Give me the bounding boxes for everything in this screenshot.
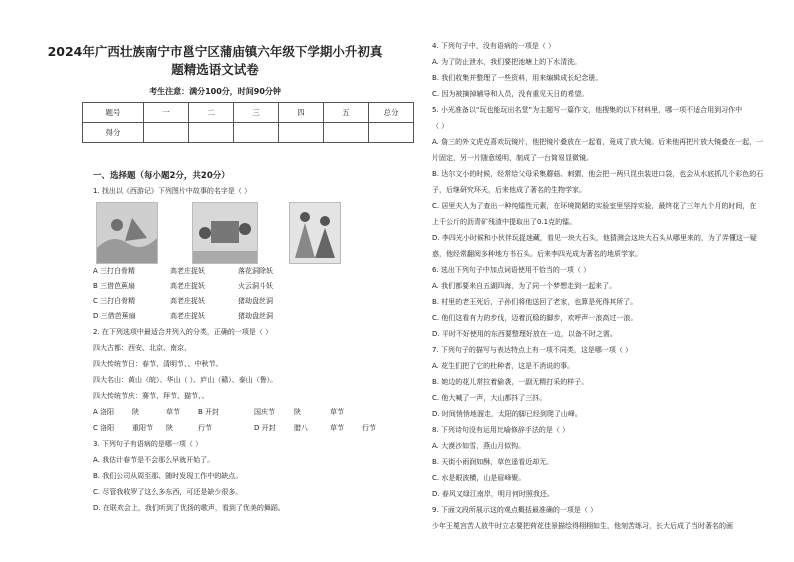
option-text: 片固定，另一片随意缓明，制成了一台简易显微镜。 [432, 154, 593, 162]
option-text: 行节 [198, 424, 212, 432]
option-text: B. 天街小雨润如酥，草色遥看近却无。 [432, 458, 554, 466]
option-text: 高老庄捉妖 [170, 282, 205, 290]
option-text: A. 大漠沙如雪，燕山月似钩。 [432, 442, 526, 450]
option-text: C. 尽管我收罗了这么多东西，可还是缺少很多。 [93, 488, 243, 496]
score-cell: 四 [279, 103, 324, 123]
option-text: 陕 [166, 424, 173, 432]
question-line: 四大传统节庆：赛节、拜节、猫节、。 [93, 392, 209, 400]
score-cell: 二 [189, 103, 234, 123]
option-text: 子，后继研究环天，后来他成了著名的生物学家。 [432, 186, 586, 194]
option-text: D. 时间悄悄地溜走，太阳的脚已经到爬了山峰。 [432, 410, 582, 418]
exam-title-line1: 2024年广西壮族南宁市邕宁区蒲庙镇六年级下学期小升初真 [47, 44, 383, 59]
score-cell: 五 [324, 103, 369, 123]
option-text: B. 村里的老王死后，子孙们将他送回了老家，也算是死得其所了。 [432, 298, 638, 306]
option-text: B 三借芭蕉扇 [93, 282, 136, 290]
option-text: A. 詹三的外文虎克喜欢玩镜片，他把镜片叠放在一起看，竟成了放大镜。后来他再把片放大镜叠在一起，一 [432, 138, 764, 146]
option-text: D. 李四光小时候和小伙伴玩捉迷藏，看见一块大石头，他猜测会这块大石头从哪里来的，为了弄懂这一疑 [432, 234, 757, 242]
illustration-1 [96, 202, 158, 264]
question-stem: 4. 下列句子中，没有语病的一项是（ ） [432, 42, 556, 50]
option-text: 草节 [330, 424, 344, 432]
question-stem: 1. 找出以《西游记》下列图片中故事的名字是（ ） [93, 187, 252, 195]
option-text: 重阳节 [132, 424, 153, 432]
option-text: 陕 [132, 408, 139, 416]
question-paren: （ ） [432, 122, 449, 130]
score-table-score-row [83, 123, 414, 143]
question-stem: 6. 选出下列句子中加点词语使用不恰当的一项（ ） [432, 266, 591, 274]
option-text: C. 水是眼波横，山是眉峰聚。 [432, 474, 526, 482]
option-text: D. 春风又绿江南岸，明月何时照我还。 [432, 490, 554, 498]
option-text: A. 我估计春节是不会那么早就开始了。 [93, 456, 215, 464]
question-stem: 2. 在下列选项中最适合并列入的分类，正确的一项是（ ） [93, 328, 273, 336]
option-text: 惑，他经常翻阅多种地方书石头。后来李四光成为著名的地质学家。 [432, 250, 642, 258]
option-text: C. 他们这看有力的步伐，迈着沉稳的脚步，欢呼声一浪高过一浪。 [432, 314, 638, 322]
score-input-cell[interactable] [279, 123, 324, 143]
question-stem: 5. 小光准备以“玩也能玩出名堂”为主题写一篇作文，他搜集的以下材料里，哪一项不适合用到习作中 [432, 106, 743, 114]
section-heading: 一、选择题（每小题2分，共20分） [93, 171, 230, 181]
option-text: B. 达尔文小的时候，经常给父母采集蘑菇、刺猬，他会把一两只昆虫装进口袋，也会从水底抓几个彩色的石 [432, 170, 764, 178]
option-text: A 洛阳 [93, 408, 115, 416]
score-input-cell[interactable] [324, 123, 369, 143]
question-stem: 8. 下列诗句没有运用比喻修辞手法的是（ ） [432, 426, 570, 434]
option-text: 国庆节 [254, 408, 275, 416]
score-input-cell[interactable] [369, 123, 414, 143]
score-input-cell[interactable] [189, 123, 234, 143]
option-text: 行节 [362, 424, 376, 432]
option-text: B. 她边的花儿常拉着偷袭，一副无精打采的样子。 [432, 378, 589, 386]
option-text: A. 花生们把了它的杜种者，这是不消说的事。 [432, 362, 575, 370]
question-stem: 9. 下面文段所展示这的观点概括最准确的一项是（ ） [432, 506, 598, 514]
option-text: C. 他大喊了一声，大山都抖了三抖。 [432, 394, 547, 402]
option-text: 落花洞除妖 [238, 267, 273, 275]
option-text: 高老庄捉妖 [170, 267, 205, 275]
score-cell: 总分 [369, 103, 414, 123]
score-input-cell[interactable] [234, 123, 279, 143]
option-text: 高老庄捉妖 [170, 297, 205, 305]
option-text: B 开封 [198, 408, 220, 416]
option-text: 陕 [294, 408, 301, 416]
question-stem: 3. 下列句子有语病的是哪一项（ ） [93, 440, 203, 448]
score-cell: 得分 [83, 123, 144, 143]
option-text: C. 居里夫人为了查出一种纯镭性元素，在环境简陋的实验室里坚持实验，最终花了三年九个月的时间，在 [432, 202, 757, 210]
option-text: 猪劫盘丝洞 [238, 312, 273, 320]
question-stem: 7. 下列句子的描写与表达特点上有一项不同类，这是哪一项（ ） [432, 346, 633, 354]
option-text: B. 我们公司从周至那、随时发现工作中的缺点。 [93, 472, 243, 480]
option-text: 草节 [330, 408, 344, 416]
option-text: C. 因为被摘掉辅导和人员，没有重见天日的希望。 [432, 90, 589, 98]
option-text: D 三借芭蕉扇 [93, 312, 136, 320]
option-text: 高老庄捉妖 [170, 312, 205, 320]
option-text: A. 为了防止泄水，我们要把池塘上的下水清洗。 [432, 58, 582, 66]
option-text: 猪劫盘丝洞 [238, 297, 273, 305]
question-line: 四大古都：西安、北京、南京、 [93, 344, 191, 352]
option-text: 草节 [166, 408, 180, 416]
score-cell: 题号 [83, 103, 144, 123]
option-text: B. 我们收集并整理了一些资料，用来编辑成长纪念册。 [432, 74, 603, 82]
option-text: C 洛阳 [93, 424, 115, 432]
option-text: D. 在联欢会上，我们听到了优扬的歌声，看到了优美的舞蹈。 [93, 504, 285, 512]
passage-line: 少年王冕宫苦人放牛时立志要把荷花佳景描绘得栩栩如生，他刻苦练习，长大后成了当时著名的画 [432, 522, 733, 530]
exam-notice: 考生注意：满分100分，时间90分钟 [149, 87, 281, 96]
option-text: C 三打白骨精 [93, 297, 136, 305]
score-table-header-row [83, 103, 414, 123]
option-text: A 三打白骨精 [93, 267, 136, 275]
illustration-3 [289, 202, 341, 264]
score-cell: 一 [144, 103, 189, 123]
score-input-cell[interactable] [144, 123, 189, 143]
exam-title-line2: 题精选语文试卷 [171, 62, 259, 77]
question-line: 四大名山：黄山（皖）、华山（ ）、庐山（赣）、泰山（鲁）。 [93, 376, 278, 384]
illustration-2 [192, 202, 258, 264]
option-text: 上千公斤的沥青矿残渣中提取出了0.1克的镭。 [432, 218, 577, 226]
option-text: 腊八 [294, 424, 308, 432]
option-text: D 开封 [254, 424, 276, 432]
score-cell: 三 [234, 103, 279, 123]
option-text: A. 我们都要来自五湖四海，为了同一个梦想走到一起来了。 [432, 282, 617, 290]
question-line: 四大传统节日：春节、清明节、、中秋节。 [93, 360, 223, 368]
option-text: 火云洞斗妖 [238, 282, 273, 290]
option-text: D. 平时不好使用的东西要整理好放在一边，以备不时之需。 [432, 330, 617, 338]
score-table [82, 102, 414, 143]
